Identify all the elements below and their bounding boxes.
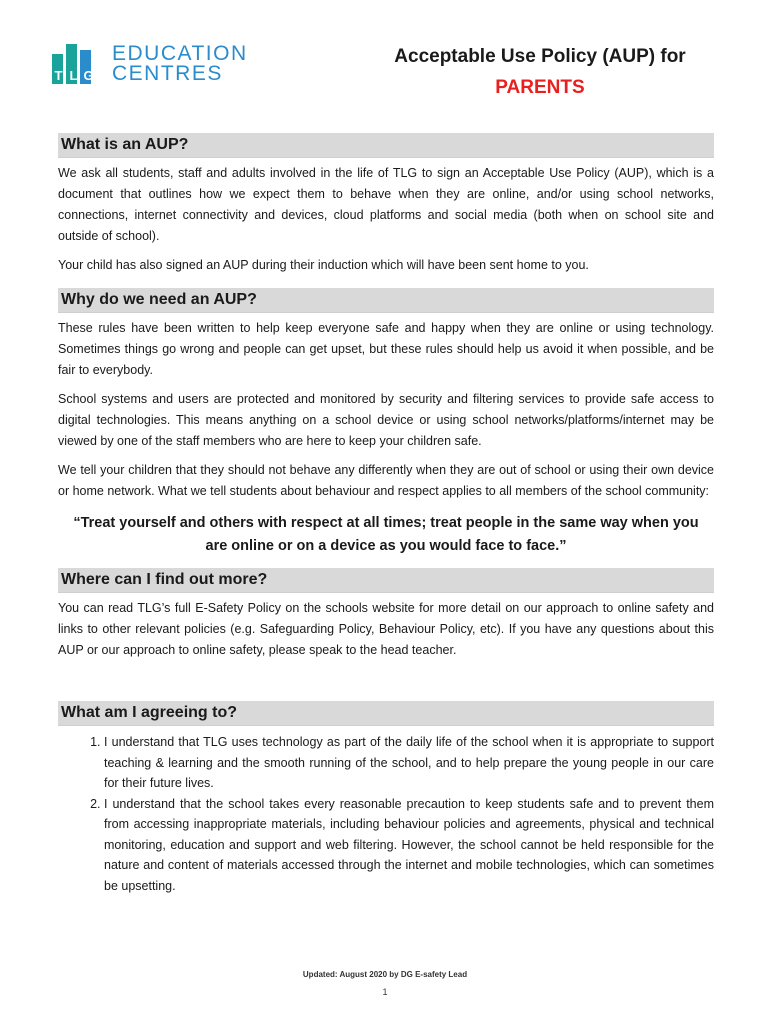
- page-number: 1: [382, 987, 388, 997]
- logo-wordmark: [112, 44, 248, 84]
- paragraph: These rules have been written to help keep everyone safe and happy when they are online or using technology. Sometimes things go wrong and people can get upset, but these rules should help us avoid it when possible, and be fair to everybody.: [58, 321, 714, 377]
- paragraph: Your child has also signed an AUP during their induction which will have been sent home to you.: [58, 258, 589, 272]
- logo-letter: G: [83, 68, 94, 83]
- section-heading: What is an AUP?: [58, 133, 714, 158]
- section-find-out-more: [58, 568, 714, 661]
- document-body: [58, 133, 714, 896]
- list-item: 1. I understand that TLG uses technology as part of the daily life of the school when it is appropriate to support teaching & learning and the smooth running of the school, and to help prepare the young people in our care for their future lives.: [104, 732, 714, 794]
- logo-line-2: CENTRES: [112, 62, 223, 85]
- logo-letters: [52, 68, 104, 83]
- section-what-is-aup: [58, 133, 714, 276]
- logo-letter: L: [69, 68, 78, 83]
- logo-line-1: EDUCATION: [112, 42, 248, 65]
- paragraph: We tell your children that they should not behave any differently when they are out of school or using their own device or home network. What we tell students about behaviour and respect applies to all members of the school community:: [58, 463, 714, 498]
- list-item: 2. I understand that the school takes every reasonable precaution to keep students safe and to prevent them from accessing inappropriate materials, including behaviour policies and agreements, physical and technical monitoring, education and support and web filtering. However, the school cannot be held responsible for the nature and content of materials accessed through the internet and mobile technologies, which can sometimes be upsetting.: [104, 794, 714, 897]
- logo-letter: T: [54, 68, 63, 83]
- footer-updated: Updated: August 2020 by DG E-safety Lead: [302, 970, 468, 979]
- document-subtitle: PARENTS: [495, 77, 585, 98]
- agreement-list: [58, 732, 714, 896]
- section-heading: Where can I find out more?: [58, 568, 714, 593]
- respect-quote: “Treat yourself and others with respect at all times; treat people in the same way when you are online or on a device as you would face to face.”: [73, 515, 699, 554]
- paragraph: School systems and users are protected and monitored by security and filtering services to provide safe access to digital technologies. This means anything on a school device or using school networks/platforms/internet may be viewed by one of the staff members who are here to keep your children safe.: [58, 392, 714, 448]
- tlg-logo: [52, 44, 248, 84]
- section-agreeing-to: [58, 701, 714, 896]
- section-heading: Why do we need an AUP?: [58, 288, 714, 313]
- document-title: Acceptable Use Policy (AUP) for: [394, 46, 686, 67]
- section-heading: What am I agreeing to?: [58, 701, 714, 726]
- paragraph: We ask all students, staff and adults involved in the life of TLG to sign an Acceptable Use Policy (AUP), which is a document that outlines how we expect them to behave when they are online, and/or using school networks, connections, internet connectivity and devices, cloud platforms and social media (both when on school site and outside of school).: [58, 166, 714, 243]
- section-why-need-aup: [58, 288, 714, 558]
- tlg-logo-mark: [52, 44, 104, 84]
- paragraph: You can read TLG’s full E-Safety Policy on the schools website for more detail on our approach to online safety and links to other relevant policies (e.g. Safeguarding Policy, Behaviour Policy, etc). If you have any questions about this AUP or our approach to online safety, please speak to the head teacher.: [58, 601, 714, 657]
